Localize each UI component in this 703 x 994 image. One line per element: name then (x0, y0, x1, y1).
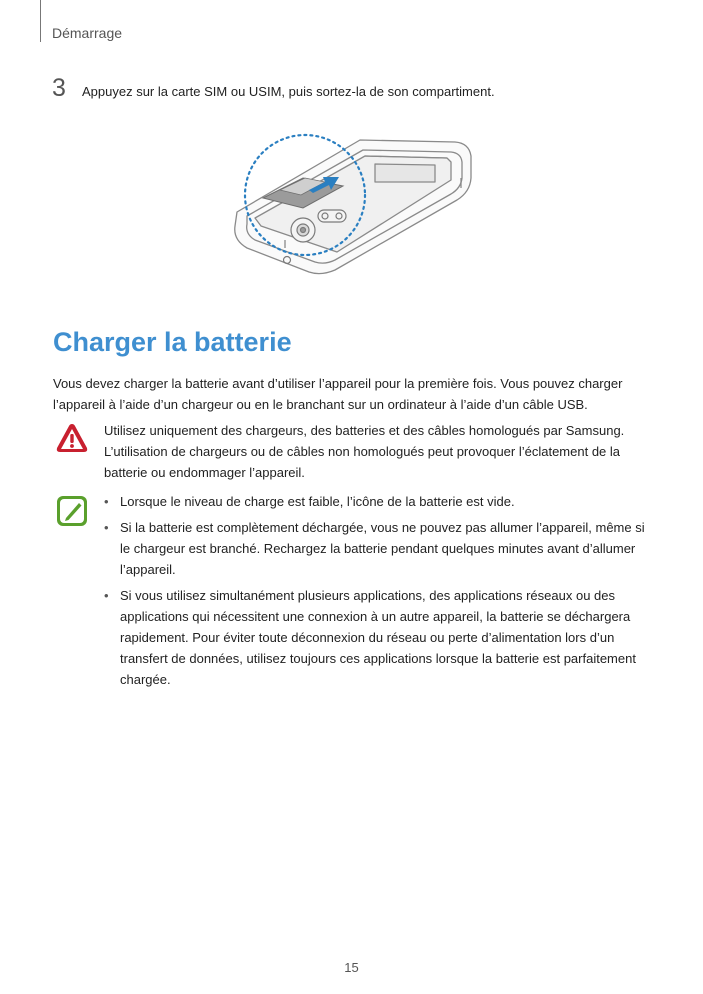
warning-text: Utilisez uniquement des chargeurs, des batteries et des câbles homologués par Samsung. L’utilisation de chargeurs ou de câbles non homologués peut provoquer l’éclatement de la batterie ou endommager l’appareil. (104, 423, 625, 480)
bullet: • (104, 520, 109, 535)
intro-paragraph: Vous devez charger la batterie avant d’utiliser l’appareil pour la première fois. Vous pouvez charger l’appareil à l’aide d’un chargeur ou en le branchant sur un ordinateur à l’aide d’un câble USB. (53, 376, 623, 412)
note-item-text: Lorsque le niveau de charge est faible, l’icône de la batterie est vide. (120, 494, 515, 509)
list-item (104, 517, 652, 580)
note-pencil-icon (55, 494, 89, 528)
note-item-text: Si vous utilisez simultanément plusieurs applications, des applications réseaux ou des applications qui nécessitent une connexion à un autre appareil, la batterie se déchargera rapidement. Pour éviter toute déconnexion du réseau ou perte d’alimentation lors d’un transfert de données, utilisez toujours ces applications lorsque la batterie est parfaitement chargée. (120, 588, 636, 687)
section-title: Charger la batterie (53, 327, 292, 357)
page-number: 15 (344, 960, 359, 975)
list-item (104, 491, 652, 512)
header-section-label: Démarrage (52, 25, 123, 41)
warning-triangle-icon (55, 422, 89, 454)
step-number: 3 (52, 74, 66, 102)
bullet: • (104, 494, 109, 509)
list-item (104, 585, 652, 690)
bullet: • (104, 588, 109, 603)
step-instruction (52, 76, 495, 101)
note-list (104, 491, 652, 695)
step-text: Appuyez sur la carte SIM ou USIM, puis sortez-la de son compartiment. (82, 84, 495, 99)
phone-sim-removal-illustration (225, 120, 485, 280)
note-item-text: Si la batterie est complètement déchargée, vous ne pouvez pas allumer l’appareil, même si le chargeur est branché. Rechargez la batterie pendant quelques minutes avant d’allumer l’appareil. (120, 520, 645, 577)
header-divider (40, 0, 41, 42)
